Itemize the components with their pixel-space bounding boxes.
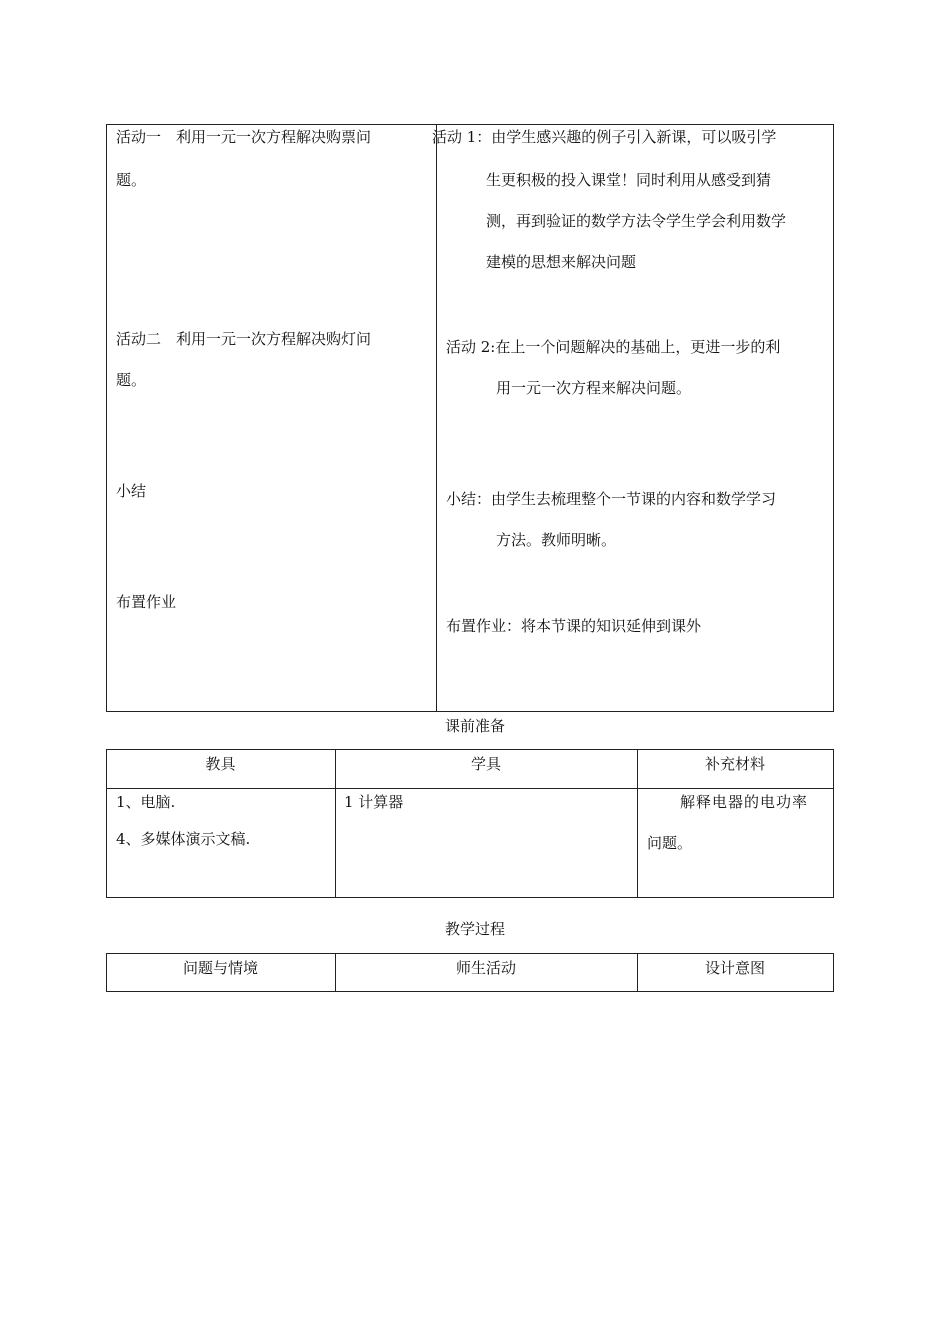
table-border-bottom <box>106 711 834 712</box>
summary-desc-line: 方法。教师明晰。 <box>496 531 617 549</box>
process-border-top <box>106 953 834 954</box>
homework-desc: 布置作业：将本节课的知识延伸到课外 <box>446 617 702 635</box>
table-border-right <box>833 124 834 712</box>
summary-desc-line: 小结：由学生去梳理整个一节课的内容和数学学习 <box>446 490 777 508</box>
activity-two-title: 活动二 利用一元一次方程解决购灯问 <box>116 330 372 348</box>
prep-supplementary-line: 解释电器的电功率 <box>680 793 809 811</box>
prep-header-supplementary: 补充材料 <box>704 755 765 773</box>
activity-one-title-cont: 题。 <box>116 171 147 189</box>
prep-teaching-aid-item: 4、多媒体演示文稿. <box>116 830 251 848</box>
prep-student-aid-item: 1 计算器 <box>344 793 404 811</box>
homework-label: 布置作业 <box>116 593 177 611</box>
activity-two-desc-line: 用一元一次方程来解决问题。 <box>496 379 692 397</box>
activity-one-desc-line: 活动 1：由学生感兴趣的例子引入新课，可以吸引学 <box>432 128 777 146</box>
prep-border-top <box>106 749 834 750</box>
prep-header-teaching-aids: 教具 <box>205 755 236 773</box>
prep-teaching-aid-item: 1、电脑. <box>116 793 176 811</box>
prep-section-title: 课前准备 <box>444 717 505 735</box>
prep-border-right <box>833 749 834 898</box>
activity-one-desc-line: 生更积极的投入课堂！同时利用从感受到猜 <box>486 171 772 189</box>
process-section-title: 教学过程 <box>444 920 505 938</box>
process-header-situation: 问题与情境 <box>182 959 258 977</box>
prep-header-divider <box>106 788 834 789</box>
process-border-right <box>833 953 834 992</box>
table-divider <box>436 124 437 712</box>
process-border-bottom <box>106 991 834 992</box>
summary-label: 小结 <box>116 482 147 500</box>
process-header-intent: 设计意图 <box>704 959 765 977</box>
activity-two-desc-line: 活动 2:在上一个问题解决的基础上，更进一步的利 <box>446 338 781 356</box>
prep-header-student-aids: 学具 <box>470 755 501 773</box>
table-border-top <box>106 124 834 125</box>
table-border-left <box>106 124 107 712</box>
prep-border-bottom <box>106 897 834 898</box>
activity-two-title-cont: 题。 <box>116 371 147 389</box>
activity-one-desc-line: 测，再到验证的数学方法令学生学会利用数学 <box>486 212 787 230</box>
activity-one-desc-line: 建模的思想来解决问题 <box>486 253 637 271</box>
process-header-activity: 师生活动 <box>455 959 516 977</box>
activity-one-title: 活动一 利用一元一次方程解决购票问 <box>116 128 372 146</box>
prep-supplementary-line: 问题。 <box>647 834 693 852</box>
